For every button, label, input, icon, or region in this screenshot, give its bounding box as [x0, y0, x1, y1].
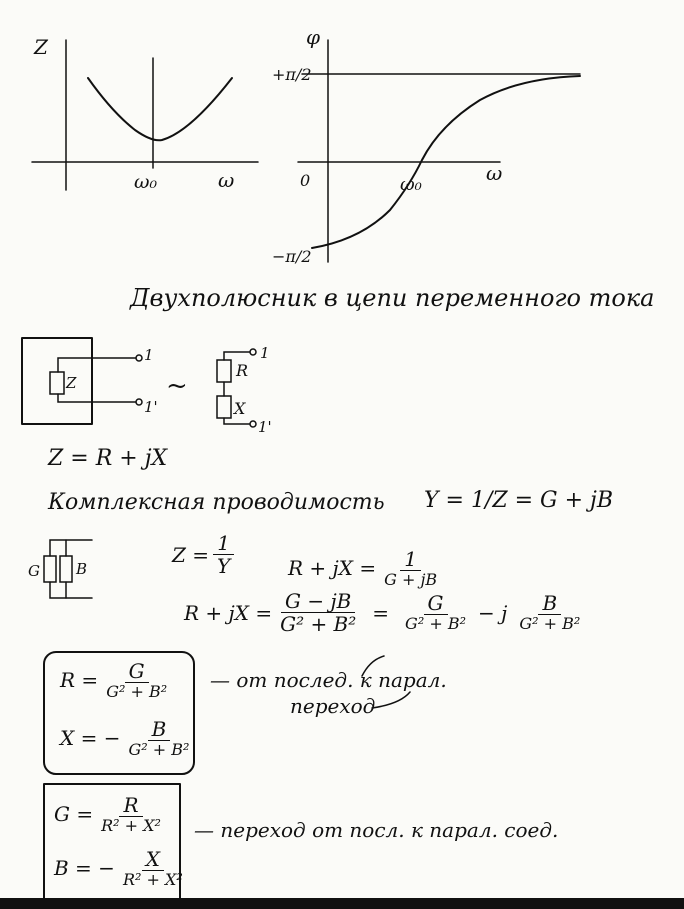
- note1-line1: — от послед. к парал.: [210, 668, 447, 692]
- eq-expand-f2-den: G² + B²: [405, 614, 466, 634]
- box1-x-fraction: [124, 718, 193, 759]
- eq-rjx-den: G + jB: [384, 570, 438, 589]
- graph-phi-bottom-level: −π/2: [272, 247, 312, 266]
- circuit-gb: [28, 540, 92, 598]
- note1-line2: переход: [290, 694, 376, 718]
- graph-phi-x-label: ω: [486, 161, 503, 185]
- circuit-gb-top-wire: [50, 540, 92, 556]
- graph-z: [32, 35, 258, 193]
- box1-x-num: B: [148, 718, 171, 741]
- circuit-right: [217, 344, 272, 436]
- box1-r-fraction: [102, 660, 171, 701]
- box2-g-fraction: [97, 794, 165, 835]
- eq-expand-f2-num: G: [424, 592, 448, 615]
- eq-rjx-num: 1: [400, 548, 421, 571]
- circuit-gb-g-label: G: [28, 562, 40, 580]
- graph-z-tick-label: ω₀: [134, 171, 158, 193]
- eq-expand-f3-num: B: [538, 592, 561, 615]
- eq-z: Z = R + jX: [48, 446, 168, 471]
- note2: — переход от посл. к парал. соед.: [194, 818, 559, 842]
- circuit-gb-g-element: [44, 556, 56, 582]
- circuit-left-bottom-wire: [58, 394, 136, 402]
- box2-b-fraction: [119, 848, 187, 889]
- box1-r-den: G² + B²: [106, 682, 168, 701]
- heading: Двухполюсник в цепи переменного тока: [130, 284, 655, 312]
- box2-b-lhs: B = −: [54, 856, 115, 881]
- graph-z-curve: [88, 78, 232, 140]
- box1-x-lhs: X = −: [60, 726, 121, 751]
- circuit-right-x-label: X: [234, 399, 246, 418]
- circuit-left-terminal-bottom-label: 1': [144, 398, 158, 416]
- box2-g-den: R² + X²: [101, 816, 161, 835]
- box2-g-lhs: G =: [54, 802, 94, 827]
- eq-expand-f3-den: G² + B²: [519, 614, 581, 634]
- eq-expand-fraction-1: [276, 590, 360, 635]
- equivalence-tilde: ~: [166, 371, 188, 401]
- box2-b-num: X: [142, 848, 164, 871]
- box1-r-formula: [60, 660, 175, 701]
- eq-expand-f1-num: G − jB: [281, 590, 355, 613]
- eq-expand-f1-den: G² + B²: [280, 612, 357, 636]
- box1-r-lhs: R =: [60, 668, 99, 693]
- circuit-right-terminal-top-label: 1: [260, 344, 270, 362]
- eq-expand-fraction-2: [401, 592, 470, 633]
- circuit-right-terminal-bottom: [250, 421, 256, 427]
- box1-r-num: G: [125, 660, 149, 683]
- circuit-left-terminal-bottom: [136, 399, 142, 405]
- note1-arrow-down: [372, 692, 410, 708]
- circuit-right-reactance: [217, 396, 231, 418]
- box2-b-formula: [54, 848, 191, 889]
- graph-phi-tick-label: ω₀: [400, 174, 422, 195]
- circuit-gb-b-label: B: [76, 560, 88, 578]
- box1-x-den: G² + B²: [128, 740, 190, 759]
- circuit-right-bottom-wire: [224, 418, 250, 424]
- graph-phi-y-label: φ: [306, 25, 321, 49]
- eq-z-inverse: [172, 532, 238, 577]
- box2-b-den: R² + X²: [122, 870, 183, 889]
- graph-phi-top-level: +π/2: [272, 65, 312, 84]
- eq-rjx-fraction: [380, 548, 441, 589]
- eq-z-inverse-num: 1: [213, 532, 234, 555]
- box2-g-num: R: [119, 794, 142, 817]
- eq-z-inverse-fraction: [213, 532, 234, 577]
- circuit-left-top-wire: [58, 358, 136, 372]
- circuit-right-resistor: [217, 360, 231, 382]
- circuit-left-impedance: [50, 372, 64, 394]
- circuit-left-terminal-top: [136, 355, 142, 361]
- graph-z-y-label: Z: [34, 35, 48, 59]
- eq-rjx-lhs: R + jX =: [288, 556, 377, 581]
- eq-expand-lhs: R + jX =: [184, 600, 273, 625]
- box2-g-formula: [54, 794, 169, 835]
- graph-phi: [272, 25, 580, 266]
- circuit-gb-bottom-wire: [50, 582, 92, 598]
- circuit-right-terminal-top: [250, 349, 256, 355]
- eq-rjx: [288, 548, 445, 589]
- eq-expand-minus-j: − j: [478, 600, 508, 625]
- circuit-gb-b-element: [60, 556, 72, 582]
- circuit-right-terminal-bottom-label: 1': [258, 418, 272, 436]
- page-bottom-edge: [0, 898, 684, 909]
- eq-expand-fraction-3: [515, 592, 584, 633]
- admittance-text: Комплексная проводимость: [48, 490, 385, 515]
- circuit-right-top-wire: [224, 352, 250, 360]
- circuit-left-frame: [22, 338, 92, 424]
- circuit-left-terminal-top-label: 1: [144, 346, 154, 364]
- box1-x-formula: [60, 718, 197, 759]
- eq-z-inverse-lhs: Z =: [172, 542, 210, 567]
- graph-z-x-label: ω: [218, 168, 235, 192]
- eq-expand: [184, 590, 588, 635]
- eq-expand-equals: =: [372, 600, 390, 625]
- eq-z-inverse-den: Y: [217, 554, 231, 578]
- eq-y: Y = 1/Z = G + jB: [424, 488, 614, 513]
- graph-phi-origin-label: 0: [300, 171, 311, 190]
- circuit-right-r-label: R: [236, 361, 249, 380]
- circuit-left: [22, 338, 158, 424]
- circuit-left-element-label: Z: [66, 374, 77, 392]
